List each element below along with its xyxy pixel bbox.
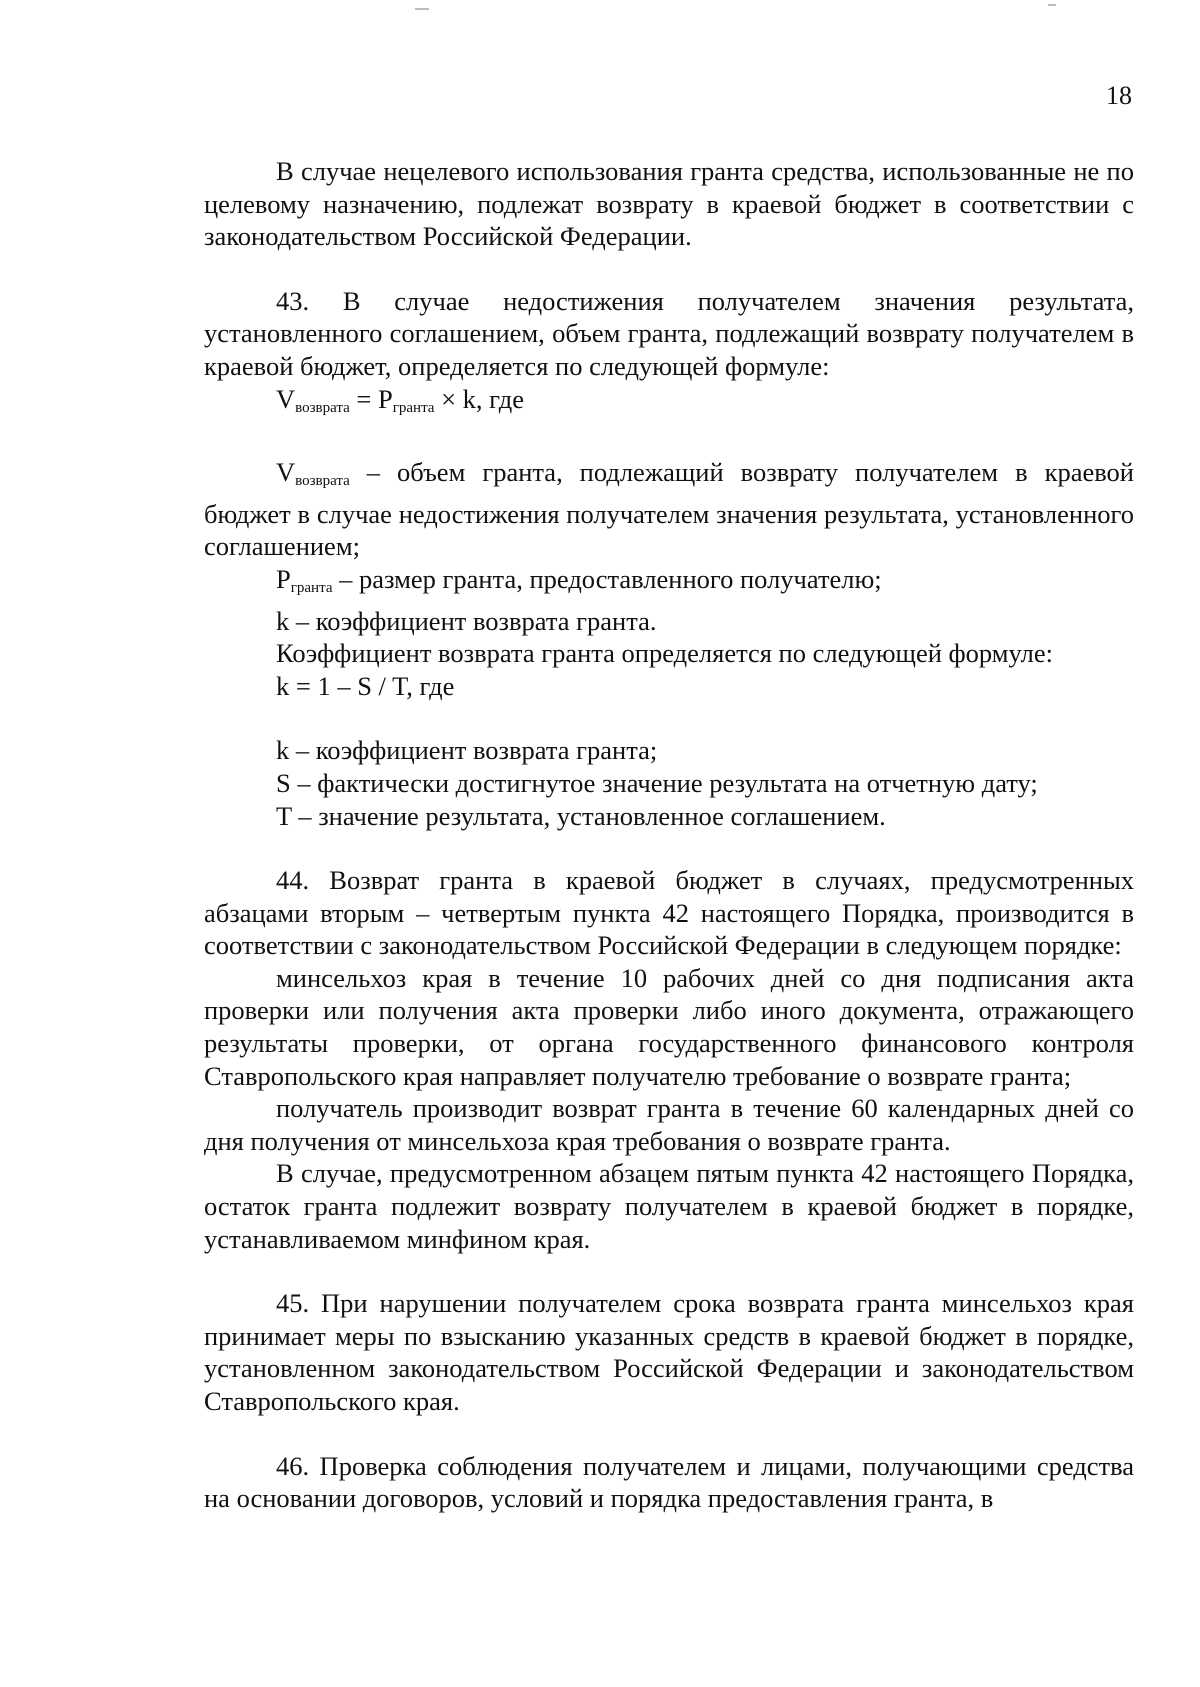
definition-p-symbol: P xyxy=(276,563,291,594)
paragraph-46: 46. Проверка соблюдения получателем и лицами, получающими средства на основании договоров, условий и порядка предоставления гранта, в xyxy=(204,1450,1134,1514)
definition-p-subscript: гранта xyxy=(290,579,333,596)
paragraph-44-ministry: минсельхоз края в течение 10 рабочих дней со дня подписания акта проверки или получения акта проверки либо иного документа, отражающего результаты проверки, от органа государственного финансового контроля Ставропольского края направляет получателю требование о возврате гранта; xyxy=(204,962,1134,1091)
definition-v-text: – объем гранта, подлежащий возврату получателем в краевой бюджет в случае недостижения получателем значения результата, установленного соглашением; xyxy=(204,457,1134,562)
page-number: 18 xyxy=(1106,81,1132,110)
formula-v-subscript: возврата xyxy=(295,399,350,416)
formula-eq: = P xyxy=(349,383,393,414)
definition-p-text: – размер гранта, предоставленного получателю; xyxy=(332,563,882,594)
formula-v: V xyxy=(276,383,296,414)
scan-mark xyxy=(415,8,429,10)
coefficient-intro: Коэффициент возврата гранта определяется по следующей формуле: xyxy=(276,638,1053,669)
definition-v-symbol: V xyxy=(276,457,296,488)
formula-p-subscript: гранта xyxy=(392,399,435,416)
formula-return-volume xyxy=(204,383,1134,425)
paragraph-45: 45. При нарушении получателем срока возврата гранта минсельхоз края принимает меры по взысканию указанных средств в краевой бюджет в порядке, установленном законодательством Российской Федерации и законодательством Ставропольского края. xyxy=(204,1288,1134,1416)
definition-k: k – коэффициент возврата гранта. xyxy=(276,605,657,636)
definition-t: T – значение результата, установленное соглашением. xyxy=(276,800,886,831)
paragraph-misuse: В случае нецелевого использования гранта средства, использованные не по целевому назначению, подлежат возврату в краевой бюджет в соответствии с законодательством Российской Федерации. xyxy=(204,156,1134,252)
definition-v-subscript: возврата xyxy=(295,473,350,490)
document-body xyxy=(204,155,1134,1515)
definition-s: S – фактически достигнутое значение результата на отчетную дату; xyxy=(276,767,1038,798)
definition-k-2: k – коэффициент возврата гранта; xyxy=(276,735,658,766)
formula-rest: × k, где xyxy=(434,383,524,414)
paragraph-44-remainder: В случае, предусмотренном абзацем пятым пункта 42 настоящего Порядка, остаток гранта подлежит возврату получателем в краевой бюджет в порядке, устанавливаемом минфином края. xyxy=(204,1158,1134,1254)
formula-coefficient: k = 1 – S / T, где xyxy=(276,670,455,701)
paragraph-43: 43. В случае недостижения получателем значения результата, установленного соглашением, объем гранта, подлежащий возврату получателем в краевой бюджет, определяется по следующей формуле: xyxy=(204,285,1134,381)
paragraph-44-recipient: получатель производит возврат гранта в течение 60 календарных дней со дня получения от минсельхоза края требования о возврате гранта. xyxy=(204,1093,1134,1156)
paragraph-44: 44. Возврат гранта в краевой бюджет в случаях, предусмотренных абзацами вторым – четвертым пункта 42 настоящего Порядка, производится в соответствии с законодательством Российской Федерации в следующем порядке: xyxy=(204,865,1134,961)
definition-p xyxy=(204,563,1134,605)
scan-mark xyxy=(1048,4,1056,6)
definition-v xyxy=(204,456,1134,563)
